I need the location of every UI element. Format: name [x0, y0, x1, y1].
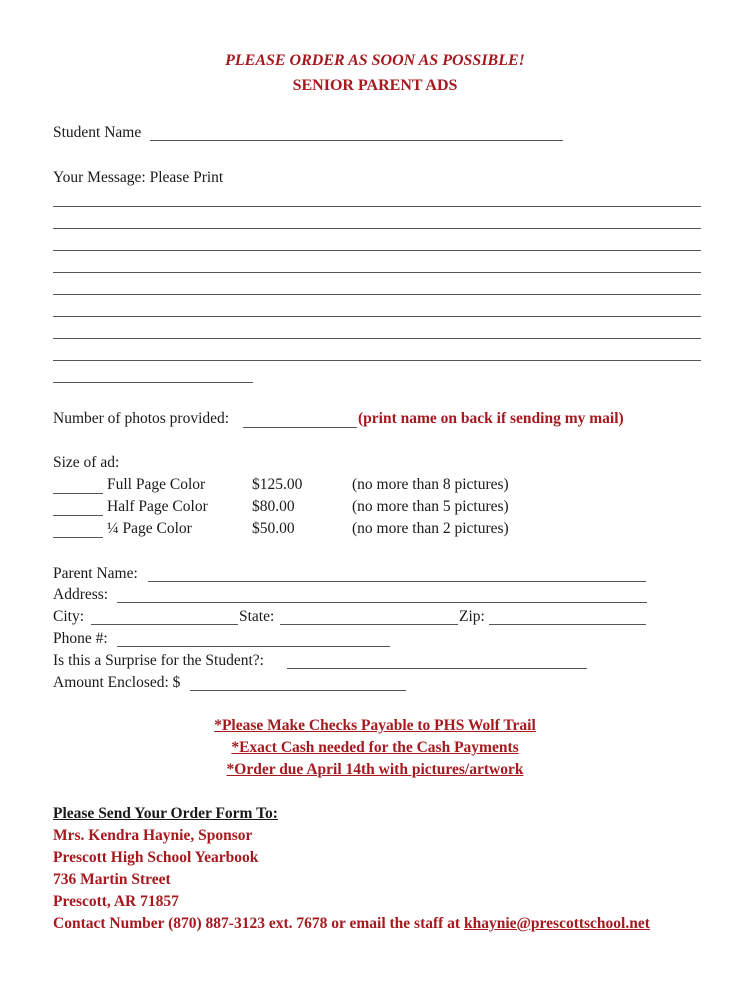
message-label: Your Message: Please Print: [53, 169, 224, 186]
city-state-zip: Prescott, AR 71857: [53, 893, 179, 910]
message-line[interactable]: [53, 272, 701, 273]
size-label: Size of ad:: [53, 454, 120, 471]
contact-line: [53, 915, 650, 933]
option-checkbox-half[interactable]: [53, 515, 103, 516]
street-address: 736 Martin Street: [53, 871, 171, 888]
amount-label: Amount Enclosed: $: [53, 674, 181, 691]
notice-cash: *Exact Cash needed for the Cash Payments: [231, 739, 519, 756]
message-line[interactable]: [53, 360, 701, 361]
page-subtitle: SENIOR PARENT ADS: [292, 77, 458, 94]
zip-field[interactable]: [489, 624, 646, 625]
option-checkbox-full[interactable]: [53, 493, 103, 494]
notice-due-date: *Order due April 14th with pictures/artwork: [226, 761, 524, 778]
sponsor-name: Mrs. Kendra Haynie, Sponsor: [53, 827, 253, 844]
photos-note: (print name on back if sending my mail): [358, 410, 624, 427]
option-note: (no more than 8 pictures): [352, 476, 509, 493]
message-line[interactable]: [53, 382, 253, 383]
address-field[interactable]: [117, 602, 647, 603]
message-line[interactable]: [53, 228, 701, 229]
surprise-field[interactable]: [287, 668, 587, 669]
message-line[interactable]: [53, 294, 701, 295]
page-title: PLEASE ORDER AS SOON AS POSSIBLE!: [225, 52, 525, 69]
photos-count-field[interactable]: [243, 427, 357, 428]
student-name-field[interactable]: [150, 140, 563, 141]
option-name: ¼ Page Color: [107, 520, 192, 537]
message-line[interactable]: [53, 250, 701, 251]
school-name: Prescott High School Yearbook: [53, 849, 259, 866]
option-name: Half Page Color: [107, 498, 208, 515]
state-label: State:: [239, 608, 275, 625]
message-line[interactable]: [53, 206, 701, 207]
surprise-label: Is this a Surprise for the Student?:: [53, 652, 264, 669]
option-name: Full Page Color: [107, 476, 206, 493]
email-link[interactable]: khaynie@prescottschool.net: [463, 915, 650, 932]
parent-name-label: Parent Name:: [53, 565, 138, 582]
message-line[interactable]: [53, 338, 701, 339]
city-field[interactable]: [91, 624, 238, 625]
message-line[interactable]: [53, 316, 701, 317]
student-name-label: Student Name: [53, 124, 142, 141]
state-field[interactable]: [280, 624, 458, 625]
notice-checks: *Please Make Checks Payable to PHS Wolf Trail: [214, 717, 536, 734]
option-checkbox-quarter[interactable]: [53, 537, 103, 538]
phone-field[interactable]: [117, 646, 390, 647]
option-price: $80.00: [252, 498, 295, 515]
photos-label: Number of photos provided:: [53, 410, 230, 427]
address-label: Address:: [53, 586, 109, 603]
contact-text: Contact Number (870) 887-3123 ext. 7678 or email the staff at: [53, 915, 464, 932]
parent-name-field[interactable]: [148, 581, 646, 582]
option-price: $50.00: [252, 520, 295, 537]
option-note: (no more than 2 pictures): [352, 520, 509, 537]
amount-field[interactable]: [190, 690, 406, 691]
send-to-heading: Please Send Your Order Form To:: [53, 805, 278, 822]
phone-label: Phone #:: [53, 630, 108, 647]
city-label: City:: [53, 608, 85, 625]
option-price: $125.00: [252, 476, 303, 493]
option-note: (no more than 5 pictures): [352, 498, 509, 515]
zip-label: Zip:: [459, 608, 485, 625]
